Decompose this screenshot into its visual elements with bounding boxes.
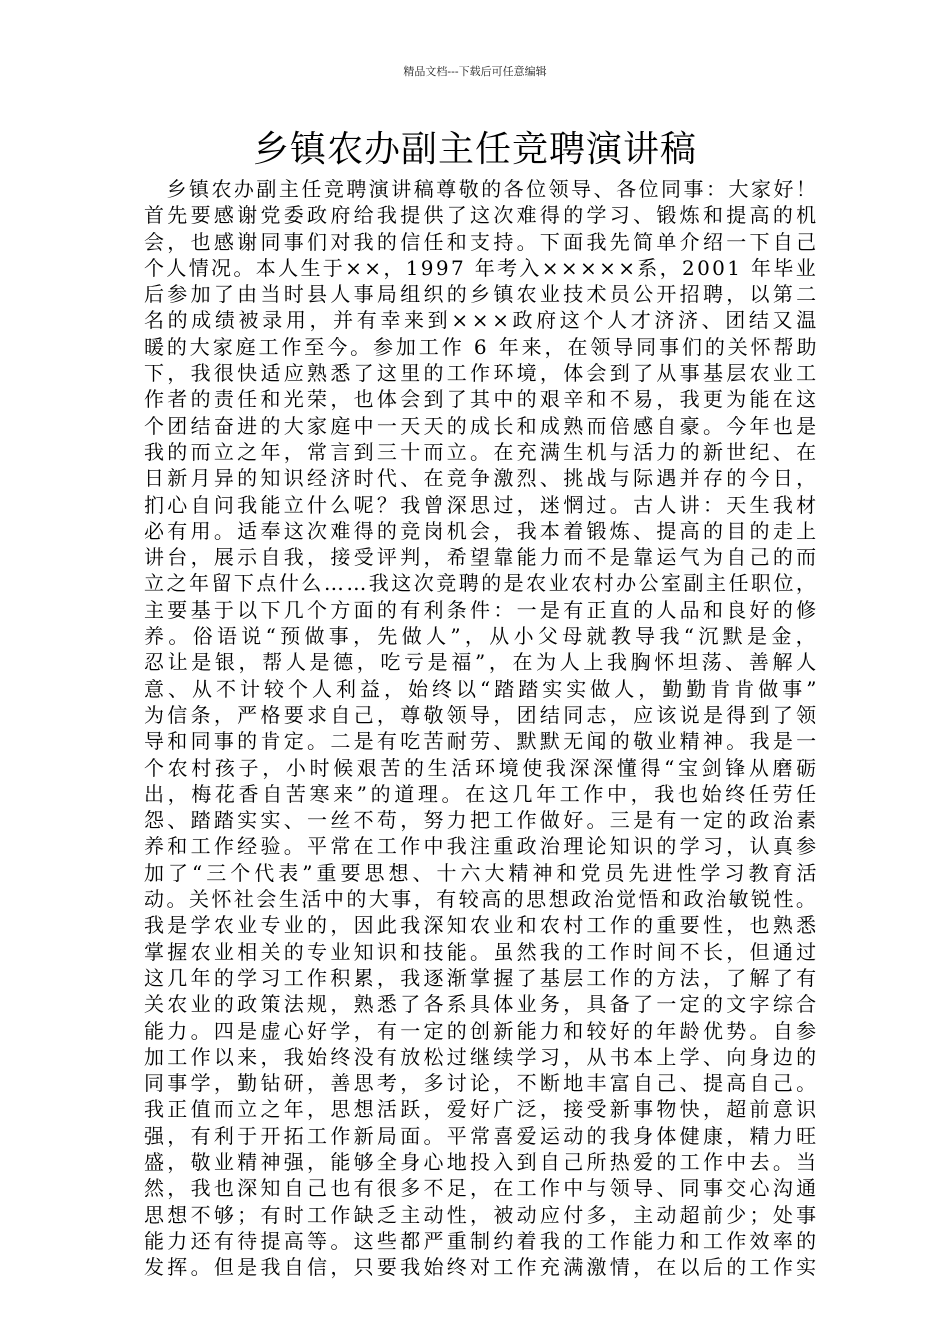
body-line: 我是学农业专业的，因此我深知农业和农村工作的重要性，也熟悉 — [144, 913, 820, 938]
body-line: 动。关怀社会生活中的大事，有较高的思想政治觉悟和政治敏锐性。 — [144, 887, 819, 912]
body-line: 会，也感谢同事们对我的信任和支持。下面我先简单介绍一下自己 — [144, 229, 820, 254]
body-line: 暖的大家庭工作至今。参加工作 6 年来，在领导同事们的关怀帮助 — [144, 334, 820, 359]
body-line: 我的而立之年，常言到三十而立。在充满生机与活力的新世纪、在 — [144, 439, 820, 464]
body-line: 立之年留下点什么……我这次竞聘的是农业农村办公室副主任职位， — [144, 571, 819, 596]
body-line: 后参加了由当时县人事局组织的乡镇农业技术员公开招聘，以第二 — [144, 282, 820, 307]
document-body — [144, 176, 821, 1280]
body-line: 个农村孩子，小时候艰苦的生活环境使我深深懂得“宝剑锋从磨砺 — [144, 755, 820, 780]
body-line: 扪心自问我能立什么呢？我曾深思过，迷惘过。古人讲：天生我材 — [144, 492, 820, 517]
header-note: 精品文档---下载后可任意编辑 — [403, 65, 547, 78]
body-line: 个人情况。本人生于××，1997 年考入×××××系，2001 年毕业 — [144, 255, 819, 280]
body-line: 然，我也深知自己也有很多不足，在工作中与领导、同事交心沟通 — [144, 1176, 820, 1201]
body-line: 发挥。但是我自信，只要我始终对工作充满激情，在以后的工作实 — [144, 1255, 820, 1280]
body-line: 必有用。适奉这次难得的竞岗机会，我本着锻炼、提高的目的走上 — [144, 518, 820, 543]
body-line: 下，我很快适应熟悉了这里的工作环境，体会到了从事基层农业工 — [144, 361, 820, 386]
body-line: 名的成绩被录用，并有幸来到×××政府这个人才济济、团结又温 — [144, 308, 820, 333]
body-line: 养和工作经验。平常在工作中我注重政治理论知识的学习，认真参 — [144, 834, 820, 859]
body-line: 导和同事的肯定。二是有吃苦耐劳、默默无闻的敬业精神。我是一 — [144, 729, 820, 754]
body-line: 作者的责任和光荣，也体会到了其中的艰辛和不易，我更为能在这 — [144, 387, 820, 412]
body-line: 能力。四是虚心好学，有一定的创新能力和较好的年龄优势。自参 — [144, 1018, 820, 1043]
body-line: 为信条，严格要求自己，尊敬领导，团结同志，应该说是得到了领 — [144, 702, 820, 727]
body-line: 意、从不计较个人利益，始终以“踏踏实实做人，勤勤肯肯做事” — [144, 676, 821, 701]
body-line: 能力还有待提高等。这些都严重制约着我的工作能力和工作效率的 — [144, 1228, 820, 1253]
body-line: 加工作以来，我始终没有放松过继续学习，从书本上学、向身边的 — [144, 1044, 820, 1069]
body-line: 思想不够；有时工作缺乏主动性，被动应付多，主动超前少；处事 — [144, 1202, 820, 1227]
body-line: 怨、踏踏实实、一丝不苟，努力把工作做好。三是有一定的政治素 — [144, 808, 820, 833]
body-line: 首先要感谢党委政府给我提供了这次难得的学习、锻炼和提高的机 — [144, 203, 820, 228]
body-line: 强，有利于开拓工作新局面。平常喜爱运动的我身体健康，精力旺 — [144, 1123, 820, 1148]
body-line: 加了“三个代表”重要思想、十六大精神和党员先进性学习教育活 — [144, 860, 821, 885]
body-line: 个团结奋进的大家庭中一天天的成长和成熟而倍感自豪。今年也是 — [144, 413, 820, 438]
document-title: 乡镇农办副主任竞聘演讲稿 — [252, 129, 697, 170]
body-line: 同事学，勤钻研，善思考，多讨论，不断地丰富自己、提高自己。 — [144, 1071, 820, 1096]
body-line: 出，梅花香自苦寒来”的道理。在这几年工作中，我也始终任劳任 — [144, 781, 820, 806]
body-line: 忍让是银，帮人是德，吃亏是福”，在为人上我胸怀坦荡、善解人 — [144, 650, 820, 675]
body-line: 讲台，展示自我，接受评判，希望靠能力而不是靠运气为自己的而 — [144, 545, 820, 570]
body-line: 这几年的学习工作积累，我逐渐掌握了基层工作的方法，了解了有 — [144, 965, 820, 990]
body-line: 盛，敬业精神强，能够全身心地投入到自己所热爱的工作中去。当 — [144, 1149, 820, 1174]
body-line: 主要基于以下几个方面的有利条件：一是有正直的人品和良好的修 — [144, 597, 820, 622]
body-line: 关农业的政策法规，熟悉了各系具体业务，具备了一定的文字综合 — [144, 992, 820, 1017]
body-line: 掌握农业相关的专业知识和技能。虽然我的工作时间不长，但通过 — [144, 939, 820, 964]
body-line: 日新月异的知识经济时代、在竞争激烈、挑战与际遇并存的今日， — [144, 466, 820, 491]
body-line: 乡镇农办副主任竞聘演讲稿尊敬的各位领导、各位同事：大家好！ — [144, 177, 819, 201]
body-line: 养。俗语说“预做事，先做人”，从小父母就教导我“沉默是金， — [144, 624, 820, 649]
body-line: 我正值而立之年，思想活跃，爱好广泛，接受新事物快，超前意识 — [144, 1097, 820, 1122]
